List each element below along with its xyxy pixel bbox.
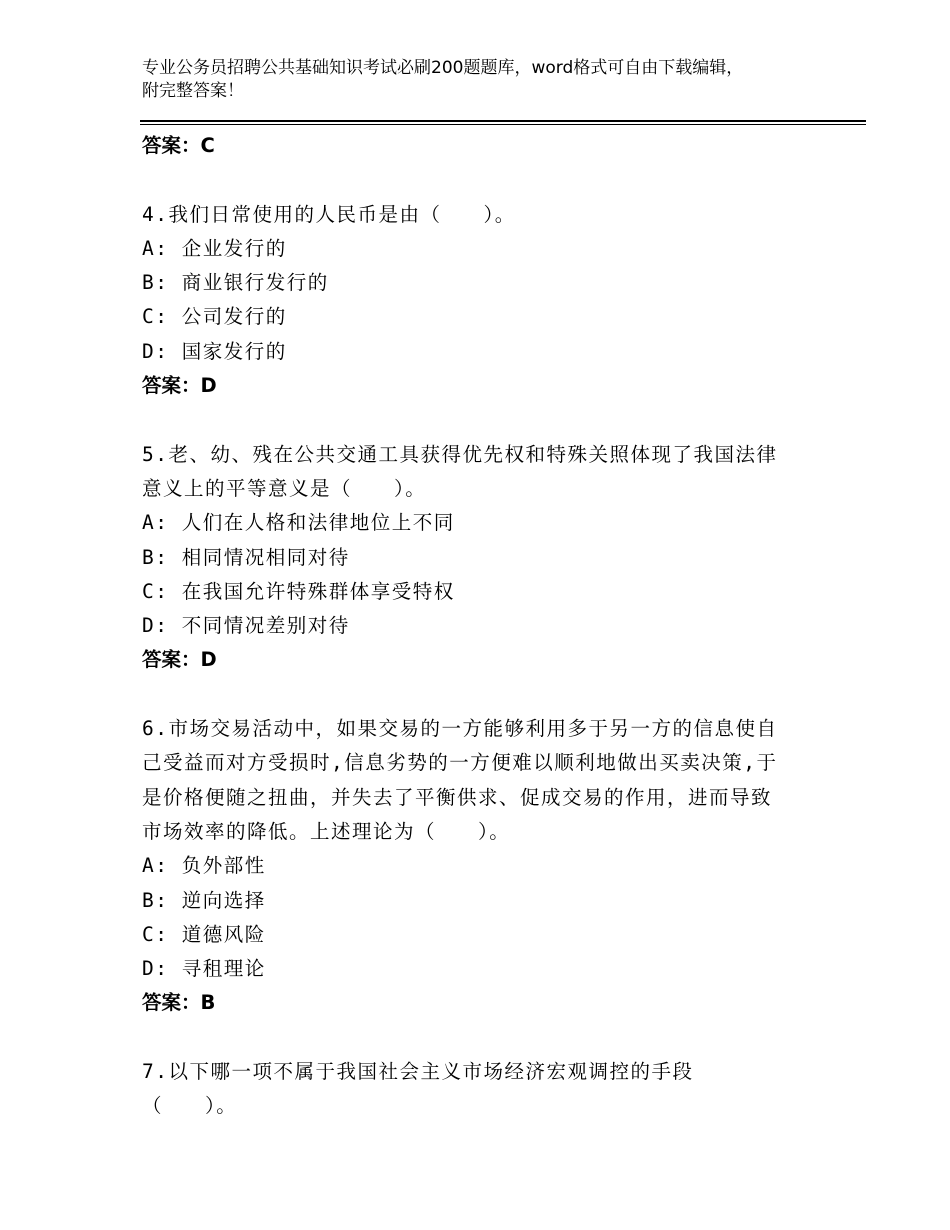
question-stem: （ ）。: [142, 1094, 238, 1118]
header-rule-thin: [140, 124, 866, 125]
question-6: [142, 712, 802, 1021]
answer: 答案：D: [142, 374, 217, 398]
header-rule-thick: [140, 120, 866, 122]
option-b: B: 商业银行发行的: [142, 271, 329, 295]
answer: 答案：D: [142, 648, 217, 672]
option-d: D: 国家发行的: [142, 339, 287, 363]
question-stem: 市场效率的降低。上述理论为（ ）。: [142, 819, 511, 843]
option-a: A: 负外部性: [142, 854, 266, 878]
question-7: [142, 1055, 802, 1124]
answer: 答案：B: [142, 991, 216, 1015]
question-stem: 5.老、幼、残在公共交通工具获得优先权和特殊关照体现了我国法律: [142, 442, 778, 466]
answer-previous: 答案：C: [142, 134, 215, 157]
question-stem: 己受益而对方受损时,信息劣势的一方便难以顺利地做出买卖决策,于: [142, 751, 778, 775]
question-stem: 意义上的平等意义是（ ）。: [142, 476, 427, 500]
option-d: D: 寻租理论: [142, 957, 266, 981]
question-stem: 是价格便随之扭曲，并失去了平衡供求、促成交易的作用，进而导致: [142, 785, 773, 809]
question-5: [142, 438, 802, 678]
header-line-2: 附完整答案！: [142, 81, 244, 101]
question-stem: 4.我们日常使用的人民币是由（ ）。: [142, 202, 516, 226]
option-c: C: 公司发行的: [142, 305, 287, 329]
option-d: D: 不同情况差别对待: [142, 614, 350, 638]
header-line-1: 专业公务员招聘公共基础知识考试必刷200题题库，word格式可自由下载编辑，: [142, 58, 744, 78]
option-b: B: 逆向选择: [142, 888, 266, 912]
option-a: A: 企业发行的: [142, 236, 287, 260]
question-stem: 7.以下哪一项不属于我国社会主义市场经济宏观调控的手段: [142, 1060, 694, 1084]
option-c: C: 道德风险: [142, 922, 266, 946]
question-4: [142, 198, 802, 404]
page-header: [142, 57, 832, 103]
document-body: [142, 129, 802, 1124]
option-a: A: 人们在人格和法律地位上不同: [142, 511, 455, 535]
question-stem: 6.市场交易活动中，如果交易的一方能够利用多于另一方的信息使自: [142, 717, 778, 741]
option-c: C: 在我国允许特殊群体享受特权: [142, 579, 455, 603]
option-b: B: 相同情况相同对待: [142, 545, 350, 569]
